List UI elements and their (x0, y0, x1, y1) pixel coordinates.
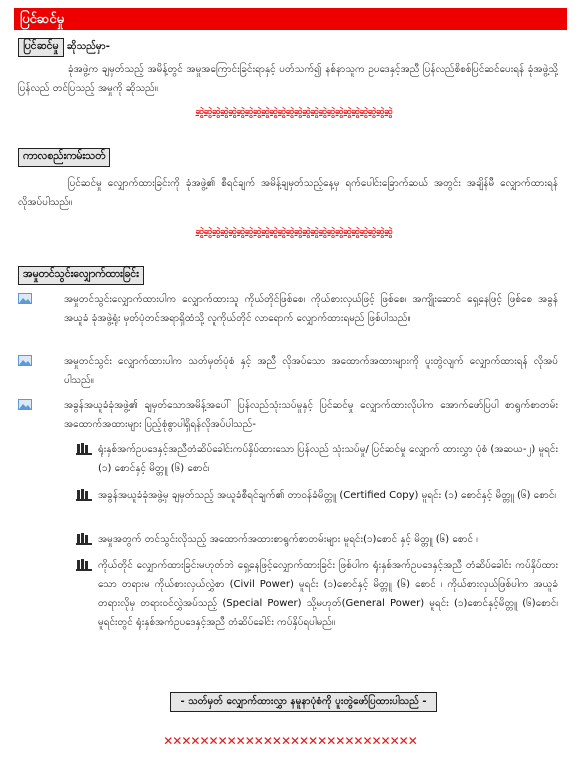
bullet-text: အမှုတင်သွင်း လျှောက်ထားပါက သတ်မှတ်ပုံစံ နှင့် အညီ လိုအပ်သော အထောက်အထားများကို ပူးတွဲလျက် လျှောက်ထားရန် လိုအပ်ပါသည်။ (64, 356, 558, 386)
bullet-item (18, 396, 558, 434)
sub-item-text: ရုံးနှစ်အက်ဥပဒေနှင့်အညီတံဆိပ်ခေါင်းကပ်နှိပ်ထားသော ပြန်လည် သုံးသပ်မှု/ ပြင်ဆင်မှု လျှောက် ထားလွှာ ပုံစံ (အဆယ-၂) မူရင်း (၁) စောင်နှင့် မိတ္တူ (၆) စောင်၊ (98, 444, 558, 474)
books-icon (76, 558, 92, 571)
sub-item-text: အမှုအတွက် တင်သွင်းလိုသည့် အထောက်အထားစာရွက်စာတမ်းများ မူရင်း(၁)စောင် နှင့် မိတ္တူ (၆) စောင် ၊ (98, 534, 478, 545)
bullet-text: အမှုတင်သွင်းလျှောက်ထားပါက လျှောက်ထားသူ ကိုယ်တိုင်ဖြစ်စေ၊ ကိုယ်စားလှယ်ဖြင့် ဖြစ်စေ၊ အကျိုးဆောင် ရှေ့နေဖြင့် ဖြစ်စေ အခွန်အယူခံ ခုံအဖွဲ့ရုံး မှတ်ပုံတင်အရာရှိထံသို့ လူကိုယ်တိုင် လာရောက် လျှောက်ထားရမည် ဖြစ်ပါသည်။ (64, 294, 558, 324)
picture-bullet-icon (18, 293, 32, 304)
sub-item (76, 440, 558, 478)
section-1-heading: ပြင်ဆင်မှု (18, 38, 64, 57)
page-title: ပြင်ဆင်မှု (20, 12, 65, 27)
section-divider-1 (94, 106, 494, 118)
cross-divider: ✕✕✕✕✕✕✕✕✕✕✕✕✕✕✕✕✕✕✕✕✕✕✕✕✕✕✕✕ (163, 734, 417, 748)
section-2-paragraph-text: ပြင်ဆင်မှု လျှောက်ထားခြင်းကို ခုံအဖွဲ့၏ စီရင်ချက် အမိန့်ချမှတ်သည့်နေ့မှ ရက်ပေါင်းခြောက်ဆယ် အတွင်း အချိန်မီ လျှောက်ထားရန် လိုအပ်ပါသည်။ (18, 178, 558, 208)
section-1-paragraph (18, 60, 558, 98)
section-3-heading-row (18, 266, 144, 285)
title-bar (14, 8, 567, 30)
bullet-item (18, 352, 558, 390)
sub-item (76, 556, 558, 676)
section-2-heading: ကာလစည်းကမ်းသတ် (18, 148, 110, 167)
sample-form-note: - သတ်မှတ် လျှောက်ထားလွှာ နမူနာပုံစံကို ပူးတွဲဖော်ပြထားပါသည် - (170, 692, 437, 712)
sub-item (76, 486, 558, 524)
section-1-heading-suffix: ဆိုသည်မှာ- (66, 41, 110, 52)
bullet-text: အခွန်အယူခံခုံအဖွဲ့၏ ချမှတ်သောအမိန့်အပေါ် ပြန်လည်သုံးသပ်မှုနှင့် ပြင်ဆင်မှု လျှောက်ထားလိုပါက အောက်ဖော်ပြပါ စာရွက်စာတမ်း အထောက်အထားများ ပြည့်စုံစွာပါရှိရန်လိုအပ်ပါသည်- (64, 400, 558, 430)
bullet-item (18, 290, 558, 348)
section-3-heading: အမှုတင်သွင်းလျှောက်ထားခြင်း (18, 266, 144, 285)
section-2-paragraph (18, 174, 558, 212)
section-1-paragraph-text: ခုံအဖွဲ့က ချမှတ်သည့် အမိန့်တွင် အမှုအကြောင်းခြင်းရာနှင့် ပတ်သက်၍ နစ်နာသူက ဥပဒေနှင့်အညီ ပြန်လည်စိစစ်ပြင်ဆင်ပေးရန် ခုံအဖွဲ့သို့ ပြန်လည် တင်ပြသည့် အမှုကို ဆိုသည်။ (18, 64, 558, 94)
section-2-heading-row (18, 148, 110, 167)
sub-item-text: အခွန်အယူခံခုံအဖွဲ့မှ ချမှတ်သည့် အယူခံစီရင်ချက်၏ တာဝန်ခံမိတ္တူ (Certified Copy) မူရင်း (၁) စောင်နှင့် မိတ္တူ (၆) စောင်၊ (98, 490, 556, 501)
picture-bullet-icon (18, 399, 32, 410)
picture-bullet-icon (18, 355, 32, 366)
section-divider-2 (94, 226, 494, 238)
divider-text-1: ဆွဲဆွဲဆွဲဆွဲဆွဲဆွဲဆွဲဆွဲဆွဲဆွဲဆွဲဆွဲဆွဲဆွဲဆွဲဆွဲဆွဲဆွဲဆွဲဆွဲဆွဲဆွဲဆွဲဆွဲ (195, 107, 393, 117)
divider-text-2: ဆွဲဆွဲဆွဲဆွဲဆွဲဆွဲဆွဲဆွဲဆွဲဆွဲဆွဲဆွဲဆွဲဆွဲဆွဲဆွဲဆွဲဆွဲဆွဲဆွဲဆွဲဆွဲဆွဲဆွဲ (195, 227, 393, 237)
sub-item-text: ကိုယ်တိုင် လျှောက်ထားခြင်းမဟုတ်ဘဲ ရှေ့နေဖြင့်လျှောက်ထားခြင်း ဖြစ်ပါက ရုံးနှစ်အက်ဥပဒေနှင့်အညီ တံဆိပ်ခေါင်း ကပ်နှိပ်ထားသော တရားမ ကိုယ်စားလှယ်လွှဲစာ (Civil Power) မူရင်း (၁)စောင်နှင့် မိတ္တူ (၆) စောင် ၊ ကိုယ်စားလှယ်ဖြစ်ပါက အယူခံ တရားလိုမှ တရားဝင်လွှဲအပ်သည့် (Special Power) သို့မဟုတ်(General Power) မူရင်း (၁)စောင်နှင့်မိတ္တူ (၆)စောင်၊ မူရင်းတွင် ရုံးနှစ်အက်ဥပဒေနှင့်အညီ တံဆိပ်ခေါင်း ကပ်နှိပ်ရပါမည်။ (98, 560, 558, 628)
books-icon (76, 532, 92, 545)
books-icon (76, 442, 92, 455)
section-1-heading-row (18, 38, 110, 57)
sub-item (76, 530, 558, 550)
books-icon (76, 488, 92, 501)
